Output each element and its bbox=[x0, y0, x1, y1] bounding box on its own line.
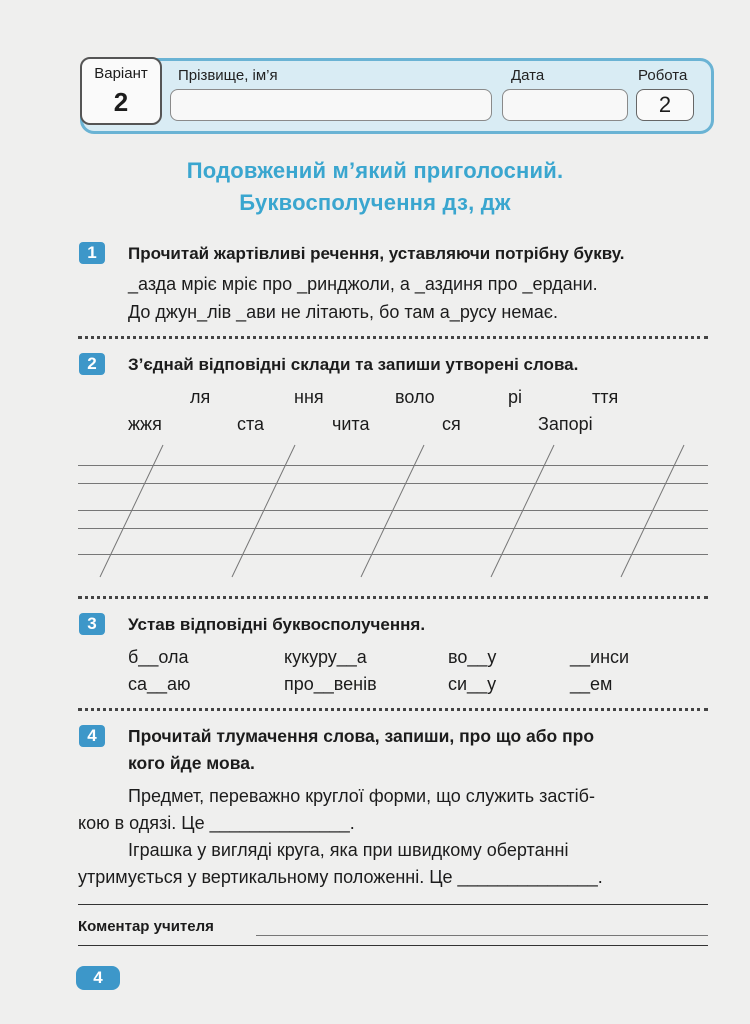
syllable-top-3: воло bbox=[395, 387, 435, 407]
work-label: Робота bbox=[638, 67, 688, 84]
divider bbox=[78, 596, 708, 599]
task4-p1-line2: кою в одязі. Це ______________. bbox=[78, 813, 355, 833]
syllable-bottom-5: Запорі bbox=[538, 414, 593, 434]
task-badge-2: 2 bbox=[79, 353, 105, 375]
date-label: Дата bbox=[511, 67, 545, 84]
page-title-line2: Буквосполучення дз, дж bbox=[239, 190, 511, 215]
syllable-top-4: рі bbox=[508, 387, 523, 407]
variant-number: 2 bbox=[113, 87, 129, 117]
divider bbox=[78, 708, 708, 711]
task1-line1: _азда мріє мріє про _ринджоли, а _аздиня про _ердани. bbox=[128, 274, 598, 294]
syllable-bottom-4: ся bbox=[442, 414, 461, 434]
work-number: 2 bbox=[636, 89, 694, 121]
fill-word: кукуру__а bbox=[284, 647, 367, 667]
variant-label: Варіант bbox=[94, 65, 148, 82]
task4-p1-line1: Предмет, переважно круглої форми, що служить застіб- bbox=[128, 786, 595, 806]
syllable-top-2: ння bbox=[294, 387, 324, 407]
fill-word: б__ола bbox=[128, 647, 189, 667]
task3-question: Устав відповідні буквосполучення. bbox=[128, 615, 426, 634]
fill-word: во__у bbox=[448, 647, 497, 667]
teacher-comment-label: Коментар учителя bbox=[78, 918, 214, 935]
task-badge-3: 3 bbox=[79, 613, 105, 635]
syllable-bottom-2: ста bbox=[237, 414, 265, 434]
task-badge-4: 4 bbox=[79, 725, 105, 747]
task2-question: З’єднай відповідні склади та запиши утворені слова. bbox=[128, 355, 579, 374]
page-title-line1: Подовжений м’який приголосний. bbox=[186, 158, 564, 183]
task1-question: Прочитай жартівливі речення, уставляючи потрібну букву. bbox=[128, 244, 625, 263]
syllable-top-5: ття bbox=[592, 387, 619, 407]
syllable-top-1: ля bbox=[190, 387, 211, 407]
comment-line[interactable] bbox=[256, 935, 708, 936]
task4-p2-line1: Іграшка у вигляді круга, яка при швидкому обертанні bbox=[128, 840, 569, 860]
comment-bottom-rule bbox=[78, 945, 708, 946]
task1-line2: До джун_лів _ави не літають, бо там а_русу немає. bbox=[128, 302, 558, 322]
fill-word: __ем bbox=[570, 674, 613, 694]
task-badge-1: 1 bbox=[79, 242, 105, 264]
fill-word: __инси bbox=[570, 647, 630, 667]
task4-question-line2: кого йде мова. bbox=[128, 753, 255, 773]
task4-question-line1: Прочитай тлумачення слова, запиши, про що або про bbox=[128, 726, 595, 746]
syllable-bottom-1: жжя bbox=[128, 414, 162, 434]
name-label: Прізвище, ім’я bbox=[178, 67, 278, 84]
page-number: 4 bbox=[76, 966, 120, 990]
comment-top-rule bbox=[78, 904, 708, 905]
fill-word: про__венів bbox=[284, 674, 377, 694]
fill-word: си__у bbox=[448, 674, 497, 694]
syllable-bottom-3: чита bbox=[332, 414, 370, 434]
task4-p2-line2: утримується у вертикальному положенні. Це ______________. bbox=[78, 867, 603, 887]
fill-word: са__аю bbox=[128, 674, 191, 694]
